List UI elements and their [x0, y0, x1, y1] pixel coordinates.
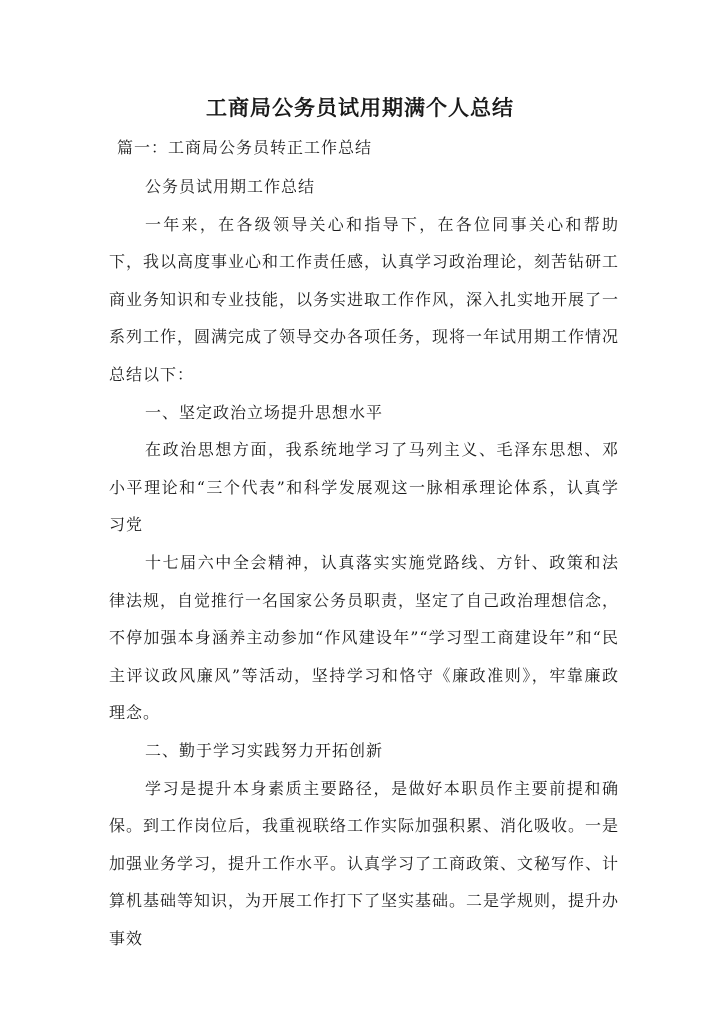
section-heading: 一、坚定政治立场提升思想水平	[145, 402, 384, 422]
paragraph: 在政治思想方面，我系统地学习了马列主义、毛泽东思想、邓小平理论和“三个代表”和科学发展观这一脉相承理论体系，认真学习党	[109, 440, 619, 535]
section-heading: 二、勤于学习实践努力开拓创新	[145, 740, 384, 760]
document-body	[109, 168, 619, 957]
section-heading: 公务员试用期工作总结	[145, 177, 316, 196]
document-title: 工商局公务员试用期满个人总结	[206, 95, 514, 120]
paragraph: 学习是提升本身素质主要路径，是做好本职员作主要前提和确保。到工作岗位后，我重视联络工作实际加强积累、消化吸收。一是加强业务学习，提升工作水平。认真学习了工商政策、文秘写作、计算机基础等知识，为开展工作打下了坚实基础。二是学规则，提升办事效	[109, 778, 620, 948]
paragraph: 一年来，在各级领导关心和指导下，在各位同事关心和帮助下，我以高度事业心和工作责任感，认真学习政治理论，刻苦钻研工商业务知识和专业技能，以务实进取工作作风，深入扎实地开展了一系列工作，圆满完成了领导交办各项任务，现将一年试用期工作情况总结以下：	[109, 214, 620, 384]
paragraph: 十七届六中全会精神，认真落实实施党路线、方针、政策和法律法规，自觉推行一名国家公务员职责，坚定了自己政治理想信念，不停加强本身涵养主动参加“作风建设年”“学习型工商建设年”和“民主评议政风廉风”等活动，坚持学习和恪守《廉政准则》，牢靠廉政理念。	[109, 552, 620, 723]
document-subtitle: 篇一：工商局公务员转正工作总结	[117, 138, 373, 157]
